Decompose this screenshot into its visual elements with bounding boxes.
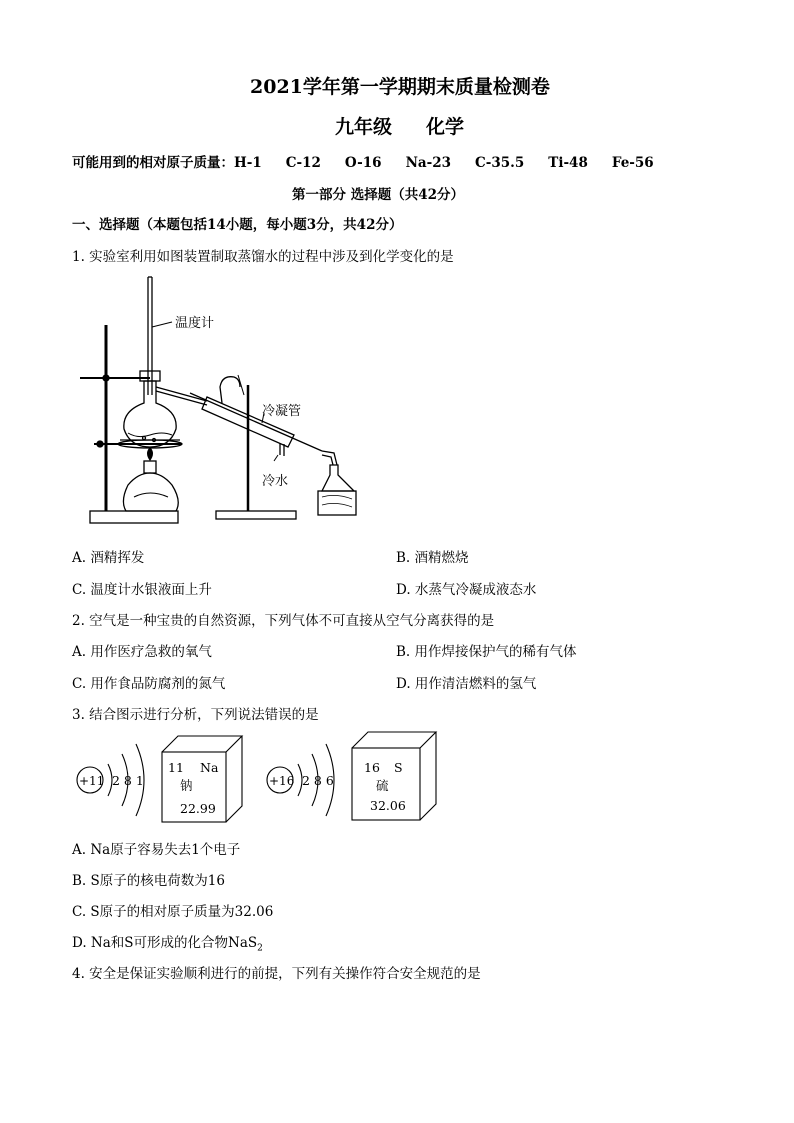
grade-subject <box>335 112 464 139</box>
q1-option-b[interactable]: B. 酒精燃烧 <box>396 550 469 566</box>
na-shells: 2 8 1 <box>112 773 144 788</box>
na-symbol: Na <box>200 760 219 775</box>
q3-option-d[interactable] <box>72 931 263 954</box>
q3-option-a[interactable]: A. Na原子容易失去1个电子 <box>72 842 241 858</box>
condenser-label: 冷凝管 <box>262 404 302 419</box>
q1-option-d[interactable]: D. 水蒸气冷凝成液态水 <box>396 582 537 598</box>
s-name: 硫 <box>376 778 389 793</box>
q1-option-a[interactable]: A. 酒精挥发 <box>72 550 145 566</box>
section-title: 一、选择题（本题包括14小题，每小题3分，共42分） <box>72 217 403 233</box>
atomic-masses-line <box>72 151 654 171</box>
question-1-stem: 1. 实验室利用如图装置制取蒸馏水的过程中涉及到化学变化的是 <box>72 249 454 265</box>
subject-label: 化学 <box>426 116 465 138</box>
s-shells: 2 8 6 <box>302 773 334 788</box>
q1-option-c[interactable]: C. 温度计水银液面上升 <box>72 582 212 598</box>
q3-option-c[interactable]: C. S原子的相对原子质量为32.06 <box>72 904 274 920</box>
atomic-mass: C-12 <box>285 155 321 171</box>
q3-option-b[interactable]: B. S原子的核电荷数为16 <box>72 873 225 889</box>
thermometer-label: 温度计 <box>175 316 215 331</box>
atomic-mass: Na-23 <box>405 155 452 171</box>
exam-title: 2021学年第一学期期末质量检测卷 <box>250 76 550 98</box>
atomic-mass: O-16 <box>344 155 382 171</box>
question-4-stem: 4. 安全是保证实验顺利进行的前提，下列有关操作符合安全规范的是 <box>72 966 481 982</box>
atomic-mass: Fe-56 <box>611 155 654 171</box>
s-mass: 32.06 <box>370 798 406 813</box>
s-nucleus: +16 <box>269 774 295 788</box>
q3-option-d-text: D. Na和S可形成的化合物NaS <box>72 935 258 951</box>
grade-label: 九年级 <box>335 116 393 138</box>
atomic-masses-label: 可能用到的相对原子质量： <box>72 155 234 171</box>
na-name: 钠 <box>180 778 193 793</box>
atomic-mass: H-1 <box>234 155 262 171</box>
q2-option-a[interactable]: A. 用作医疗急救的氧气 <box>72 644 212 660</box>
atomic-mass: C-35.5 <box>475 155 525 171</box>
q2-option-b[interactable]: B. 用作焊接保护气的稀有气体 <box>396 644 577 660</box>
cold-water-label: 冷水 <box>262 474 289 489</box>
q2-option-d[interactable]: D. 用作清洁燃料的氢气 <box>396 676 537 692</box>
q2-option-c[interactable]: C. 用作食品防腐剂的氮气 <box>72 676 226 692</box>
na-nucleus: +11 <box>79 774 105 788</box>
question-2-stem: 2. 空气是一种宝贵的自然资源，下列气体不可直接从空气分离获得的是 <box>72 613 495 629</box>
q3-option-d-subscript: 2 <box>257 943 263 954</box>
atom-structure-figure <box>72 728 452 828</box>
na-number: 11 <box>168 760 184 775</box>
atomic-mass: Ti-48 <box>548 155 588 171</box>
question-3-stem: 3. 结合图示进行分析，下列说法错误的是 <box>72 707 319 723</box>
part1-title: 第一部分 选择题（共42分） <box>292 187 464 203</box>
distillation-apparatus-figure <box>72 275 372 530</box>
na-mass: 22.99 <box>180 801 216 816</box>
s-symbol: S <box>394 760 403 775</box>
s-number: 16 <box>364 760 380 775</box>
